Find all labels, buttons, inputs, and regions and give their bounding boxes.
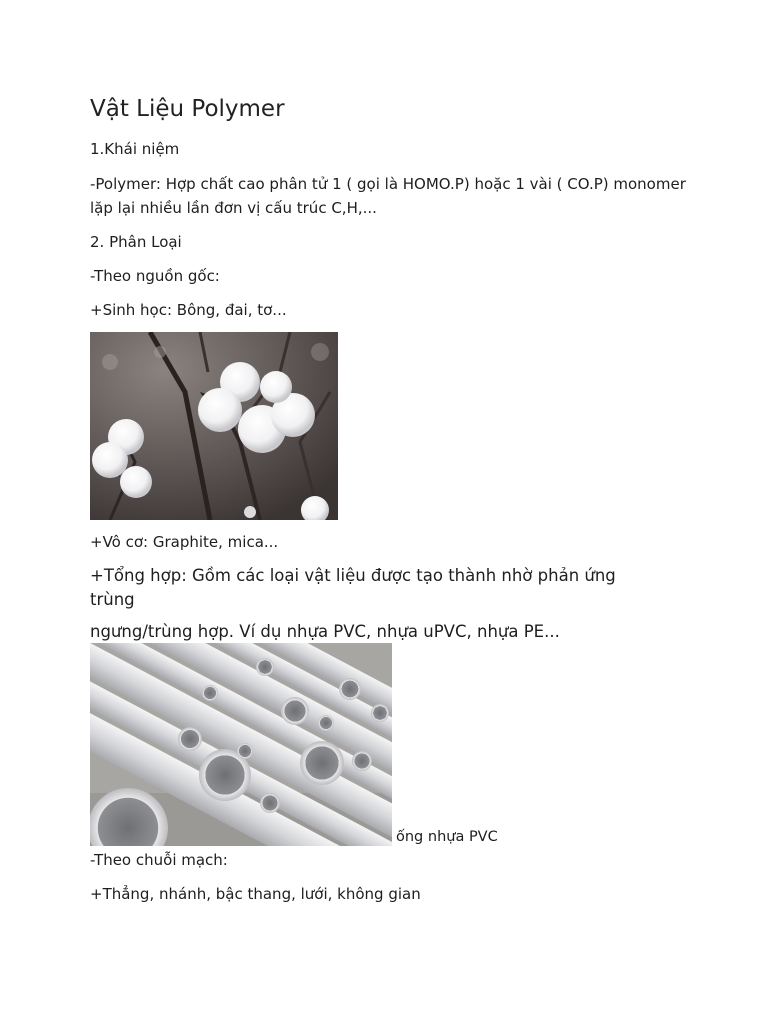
chain-types: +Thẳng, nhánh, bậc thang, lưới, không gian — [90, 885, 421, 903]
synthetic-line-3: ngưng/trùng hợp. Ví dụ nhựa PVC, nhựa uPVC, nhựa PE... — [90, 622, 560, 641]
cotton-illustration — [90, 332, 338, 520]
definition-line-2: lặp lại nhiều lần đơn vị cấu trúc C,H,... — [90, 199, 377, 217]
classification-by-chain: -Theo chuỗi mạch: — [90, 851, 228, 869]
classification-by-origin: -Theo nguồn gốc: — [90, 267, 220, 285]
synthetic-line-2: trùng — [90, 590, 135, 609]
section-heading-concept: 1.Khái niệm — [90, 140, 180, 158]
synthetic-line-1: +Tổng hợp: Gồm các loại vật liệu được tạo thành nhờ phản ứng — [90, 566, 616, 585]
pvc-pipes-image — [90, 643, 392, 846]
definition-line-1: -Polymer: Hợp chất cao phân tử 1 ( gọi là HOMO.P) hoặc 1 vài ( CO.P) monomer — [90, 175, 686, 193]
cotton-plant-image — [90, 332, 338, 520]
section-heading-classification: 2. Phân Loại — [90, 233, 182, 251]
biological-polymers: +Sinh học: Bông, đai, tơ... — [90, 301, 287, 319]
page-title: Vật Liệu Polymer — [90, 96, 285, 122]
inorganic-polymers: +Vô cơ: Graphite, mica... — [90, 533, 279, 551]
pvc-pipes-illustration — [90, 643, 392, 846]
pvc-pipe-caption: ống nhựa PVC — [396, 829, 498, 845]
